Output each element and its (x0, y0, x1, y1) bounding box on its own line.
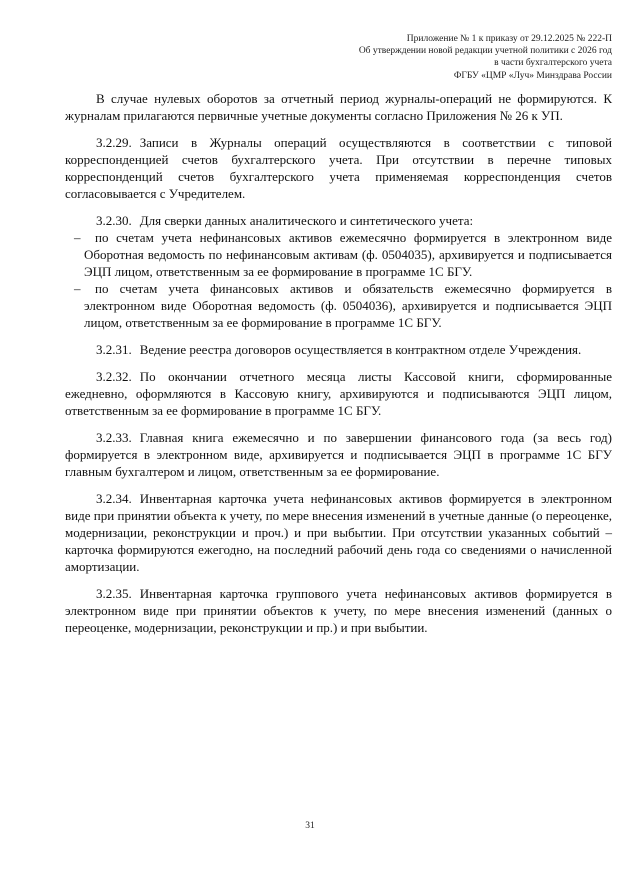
paragraph-number: 3.2.34. (96, 491, 132, 506)
header-line-2: Об утверждении новой редакции учетной политики с 2026 год (358, 46, 612, 57)
header-line-1: Приложение № 1 к приказу от 29.12.2025 № 222-П (406, 34, 612, 44)
list-dash: – (74, 281, 81, 296)
paragraph-intro (65, 90, 612, 124)
paragraph-text: В случае нулевых оборотов за отчетный период журналы-операций не формируются. К журналам прилагаются первичные учетные документы согласно Приложения № 26 к УП. (65, 91, 612, 123)
paragraph-number: 3.2.29. (96, 135, 132, 150)
paragraph-number: 3.2.30. (96, 213, 132, 228)
paragraph-number: 3.2.31. (96, 342, 132, 357)
list-item-text: по счетам учета нефинансовых активов ежемесячно формируется в электронном виде Оборотная ведомость по нефинансовым активам (ф. 0504035), архивируется и подписывается ЭЦП лицом, ответственным за ее формирование в программе 1С БГУ. (84, 230, 612, 279)
paragraph-text: По окончании отчетного месяца листы Кассовой книги, сформированные ежедневно, оформляются в Кассовую книгу, архивируются и подписываются ЭЦП лицом, ответственным за ее формирование в программе 1С БГУ. (65, 369, 612, 418)
paragraph-3-2-30 (65, 212, 612, 229)
list-dash: – (74, 230, 81, 245)
paragraph-3-2-33 (65, 429, 612, 480)
paragraph-text: Записи в Журналы операций осуществляются в соответствии с типовой корреспонденцией счетов бухгалтерского учета. При отсутствии в перечне типовых корреспонденций счетов бухгалтерского учета применяемая корреспонденция счетов согласовывается с Учредителем. (65, 135, 612, 201)
paragraph-number: 3.2.35. (96, 586, 132, 601)
list-item (65, 229, 612, 280)
paragraph-text: Инвентарная карточка учета нефинансовых активов формируется в электронном виде при принятии объекта к учету, по мере внесения изменений в учетные данные (о переоценке, модернизации, реконструкции и проч.) и при выбытии. При отсутствии указанных событий – карточка формируются ежегодно, на последний рабочий день года со сведениями о начисленной амортизации. (65, 491, 612, 574)
paragraph-number: 3.2.33. (96, 430, 132, 445)
paragraph-text: Для сверки данных аналитического и синтетического учета: (139, 213, 474, 228)
list-item-text: по счетам учета финансовых активов и обязательств ежемесячно формируется в электронном виде Оборотная ведомость (ф. 0504036), архивируется и подписывается ЭЦП лицом, ответственным за ее формирование в программе 1С БГУ. (84, 281, 612, 330)
paragraph-number: 3.2.32. (96, 369, 132, 384)
document-header (65, 33, 612, 82)
list-item (65, 280, 612, 331)
paragraph-3-2-35 (65, 585, 612, 636)
header-line-3: в части бухгалтерского учета (494, 58, 612, 69)
page-footer (0, 821, 620, 831)
paragraph-text: Главная книга ежемесячно и по завершении финансового года (за весь год) формируется в электронном виде, архивируется и подписывается ЭЦП в программе 1С БГУ главным бухгалтером и лицом, ответственным за ее формирование. (65, 430, 612, 479)
paragraph-3-2-31 (65, 341, 612, 358)
document-body (65, 80, 612, 636)
paragraph-text: Ведение реестра договоров осуществляется в контрактном отделе Учреждения. (139, 342, 582, 357)
paragraph-text: Инвентарная карточка группового учета нефинансовых активов формируется в электронном виде при принятии объектов к учету, по мере внесения изменений (данных о переоценке, модернизации, реконструкции и пр.) и при выбытии. (65, 586, 612, 635)
paragraph-3-2-34 (65, 490, 612, 575)
page-number: 31 (305, 821, 315, 831)
paragraph-3-2-32 (65, 368, 612, 419)
paragraph-3-2-29 (65, 134, 612, 202)
header-line-4: ФГБУ «ЦМР «Луч» Минздрава России (453, 70, 612, 81)
